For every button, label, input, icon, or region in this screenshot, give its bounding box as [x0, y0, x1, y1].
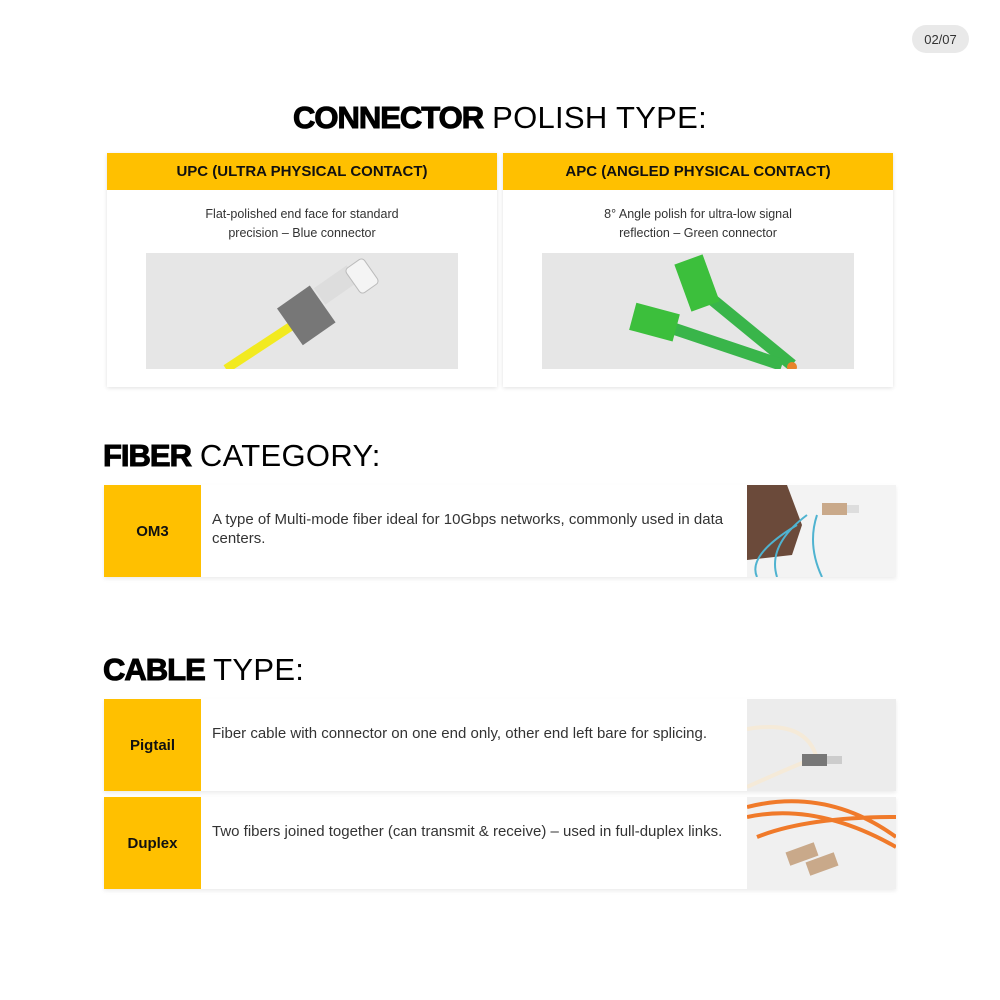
- row-label: Pigtail: [104, 699, 201, 791]
- title-bold: FIBER: [103, 438, 191, 473]
- card-header: APC (ANGLED PHYSICAL CONTACT): [503, 153, 893, 190]
- card-description: 8° Angle polish for ultra-low signal reflection – Green connector: [604, 207, 792, 240]
- apc-connector-image: [542, 253, 854, 369]
- card-description: Flat-polished end face for standard precision – Blue connector: [205, 207, 399, 240]
- fiber-section-title: [103, 438, 381, 474]
- row-label: Duplex: [104, 797, 201, 889]
- page-indicator: 02/07: [912, 25, 969, 53]
- cable-row-duplex: [104, 797, 896, 889]
- card-header: UPC (ULTRA PHYSICAL CONTACT): [107, 153, 497, 190]
- title-rest: TYPE:: [213, 652, 305, 687]
- row-description: Two fibers joined together (can transmit & receive) – used in full-duplex links.: [212, 823, 723, 840]
- connector-section-title: [0, 100, 1000, 136]
- title-rest: POLISH TYPE:: [492, 100, 708, 135]
- cable-section-title: [103, 652, 304, 688]
- fiber-row-om3: [104, 485, 896, 577]
- cable-row-pigtail: [104, 699, 896, 791]
- row-description: Fiber cable with connector on one end only, other end left bare for splicing.: [212, 725, 708, 742]
- upc-connector-image: [146, 253, 458, 369]
- title-bold: CABLE: [103, 652, 205, 687]
- duplex-cable-image: [747, 797, 896, 889]
- title-bold: CONNECTOR: [292, 100, 484, 135]
- pigtail-cable-image: [747, 699, 896, 791]
- row-label: OM3: [104, 485, 201, 577]
- om3-fiber-image: [747, 485, 896, 577]
- row-description: A type of Multi-mode fiber ideal for 10Gbps networks, commonly used in data centers.: [212, 511, 724, 547]
- upc-card: [107, 153, 497, 387]
- apc-card: [503, 153, 893, 387]
- title-rest: CATEGORY:: [199, 438, 381, 473]
